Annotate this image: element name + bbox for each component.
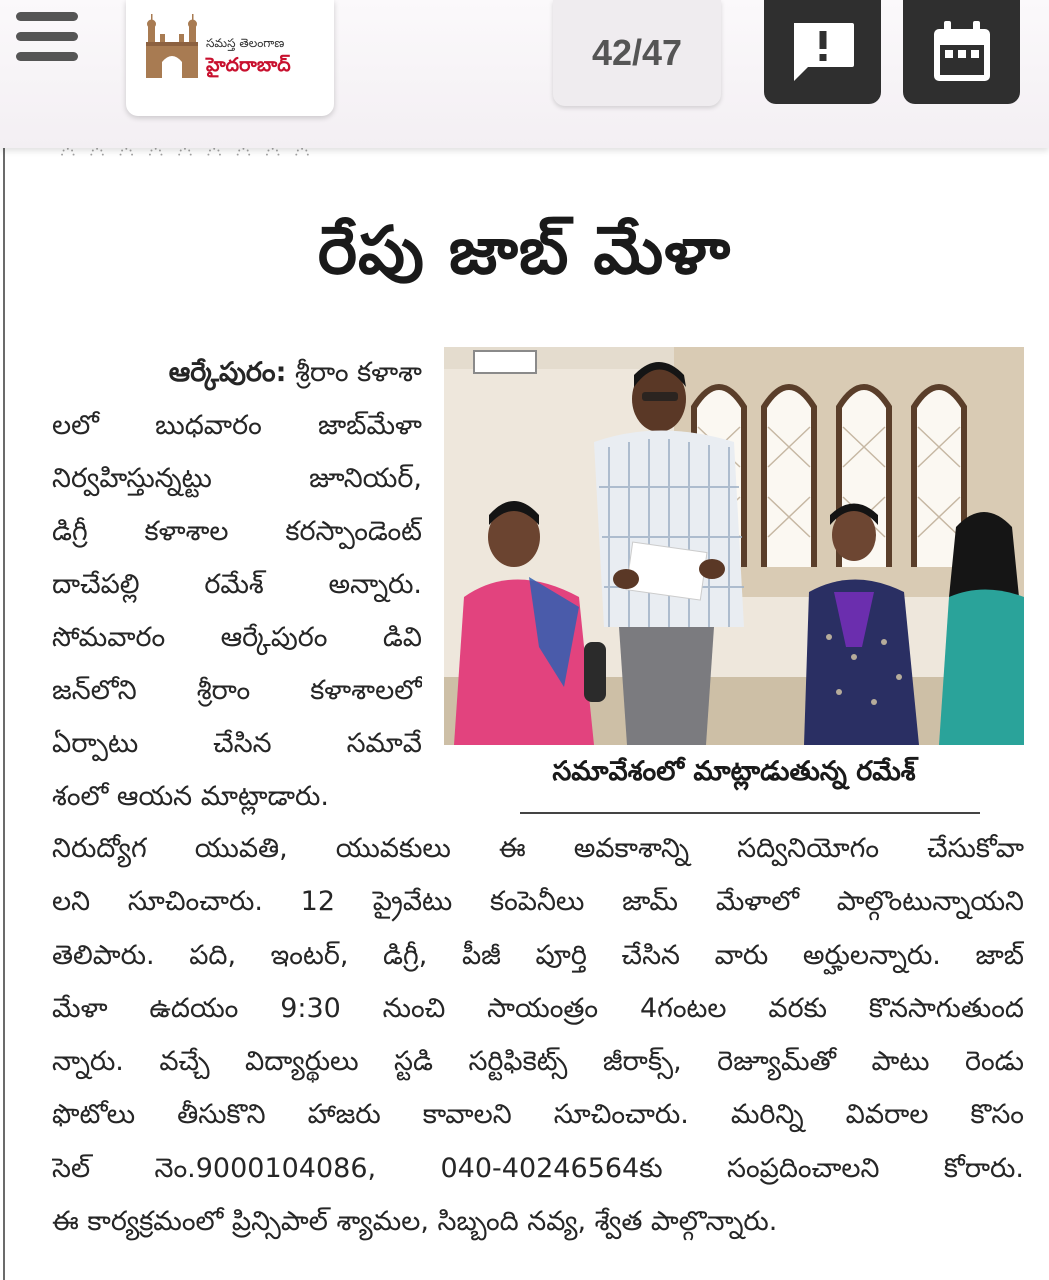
article-clipping xyxy=(0,148,1049,1280)
body-line: మేళా ఉదయం 9:30 నుంచి సాయంత్రం 4గంటల వరకు కొనసాగుతుంద xyxy=(52,992,1024,1024)
body-line: ఫొటోలు తీసుకొని హాజరు కావాలని సూచించారు. మరిన్ని వివరాల కొసం xyxy=(52,1099,1024,1131)
body-line: న్నారు. వచ్చే విద్యార్థులు స్టడి సర్టిఫికెట్స్ జీరాక్స్, రెజ్యూమ్‌తో పాటు రెండు xyxy=(52,1046,1024,1078)
top-toolbar xyxy=(0,0,1049,148)
body-line: సెల్ నెం.9000104086, 040-40246564కు సంప్రదించాలని కోరారు. xyxy=(52,1152,1024,1184)
column-line: డిగ్రీ కళాశాల కరస్పాండెంట్ xyxy=(52,516,422,547)
body-line: తెలిపారు. పది, ఇంటర్, డిగ్రీ, పీజీ పూర్తి చేసిన వారు అర్హులన్నారు. జాబ్ xyxy=(52,939,1024,971)
column-line: దాచేపల్లి రమేశ్ అన్నారు. xyxy=(52,569,422,600)
column-line: శంలో ఆయన మాట్లాడారు. xyxy=(52,781,329,812)
page-counter[interactable]: 42/47 xyxy=(553,0,721,106)
feedback-button[interactable] xyxy=(764,0,881,104)
feedback-message-icon xyxy=(788,19,858,85)
article-photo xyxy=(444,347,1024,745)
charminar-icon xyxy=(140,12,204,82)
article-headline: రేపు జాబ్ మేళా xyxy=(317,212,732,289)
page-edge-rule xyxy=(3,148,5,1280)
article-column-text xyxy=(52,346,422,823)
body-line: లని సూచించారు. 12 ప్రైవేటు కంపెనీలు జామ్ మేళాలో పాల్గొంటున్నాయని xyxy=(52,886,1024,918)
article-body-text xyxy=(52,822,1024,1248)
column-line: లలో బుధవారం జాబ్‌మేళా xyxy=(52,410,422,441)
hamburger-menu-icon[interactable] xyxy=(14,10,80,66)
photo-caption: సమావేశంలో మాట్లాడుతున్న రమేశ్ xyxy=(552,756,916,787)
column-line: నిర్వహిస్తున్నట్టు జూనియర్, xyxy=(52,463,422,494)
logo-tagline: సమస్త తెలంగాణ xyxy=(206,36,285,50)
calendar-button[interactable] xyxy=(903,0,1020,104)
body-line: ఈ కార్యక్రమంలో ప్రిన్సిపాల్ శ్యామల, సిబ్బంది నవ్య, శ్వేత పాల్గొన్నారు. xyxy=(52,1206,778,1238)
body-line: నిరుద్యోగ యువతి, యువకులు ఈ అవకాశాన్ని సద్వినియోగం చేసుకోవా xyxy=(52,833,1024,864)
meeting-photo-illustration xyxy=(444,347,1024,745)
logo-title: హైదరాబాద్ xyxy=(206,54,291,76)
newspaper-logo[interactable] xyxy=(126,0,334,116)
caption-divider xyxy=(520,812,980,814)
column-line: జన్‌లోని శ్రీరాం కళాశాలలో xyxy=(52,675,422,706)
column-line: సోమవారం ఆర్కేపురం డివి xyxy=(52,622,422,653)
dateline: ఆర్కేపురం: xyxy=(168,357,287,388)
column-line: ఏర్పాటు చేసిన సమావే xyxy=(52,728,422,759)
calendar-icon xyxy=(930,19,994,85)
column-line: ఆర్కేపురం: శ్రీరాం కళాశా xyxy=(168,357,422,388)
